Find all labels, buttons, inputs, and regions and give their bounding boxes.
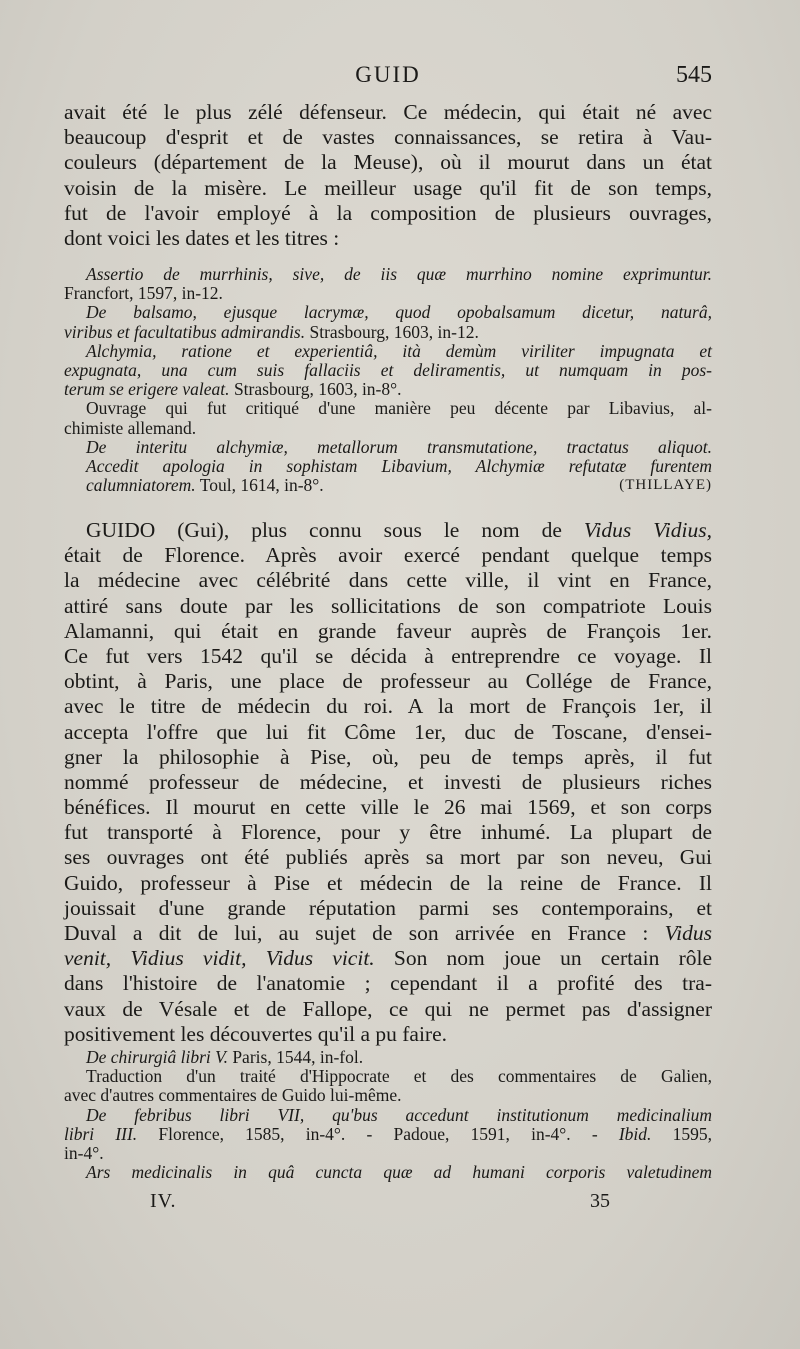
- text-line: Ce fut vers 1542 qu'il se décida à entreprendre ce voyage. Il: [64, 643, 712, 668]
- sheet-number: 35: [590, 1190, 610, 1212]
- biblio-entry-line: Accedit apologia in sophistam Libavium, Alchymiæ refutatæ furentem: [86, 455, 712, 476]
- text-line: fut transporté à Florence, pour y être inhumé. La plupart de: [64, 820, 712, 845]
- biblio-entry-line: expugnata, una cum suis fallaciis et deliramentis, ut numquam in pos-: [64, 359, 712, 380]
- biblio-entry-line: De chirurgiâ libri V. Paris, 1544, in-fol.: [86, 1047, 364, 1067]
- text-line: gner la philosophie à Pise, où, peu de temps après, il fut: [64, 744, 712, 769]
- biblio-entry-line: De balsamo, ejusque lacrymæ, quod opobalsamum dicetur, naturâ,: [86, 302, 712, 323]
- biblio-entry-line: Ouvrage qui fut critiqué d'une manière peu décente par Libavius, al-: [86, 398, 712, 419]
- contributor-signature: (THILLAYE): [619, 477, 712, 494]
- text-line: avait été le plus zélé défenseur. Ce médecin, qui était né avec: [64, 100, 712, 124]
- text-line: la médecine avec célébrité dans cette ville, il vint en France,: [64, 568, 712, 593]
- text-line: obtint, à Paris, une place de professeur au Collége de France,: [64, 669, 712, 694]
- text-line: bénéfices. Il mourut en cette ville le 26 mai 1569, et son corps: [64, 795, 712, 820]
- text-line: jouissait d'une grande réputation parmi ses contemporains, et: [64, 895, 712, 920]
- text-line: accepta l'offre que lui fit Côme 1er, duc de Toscane, d'ensei-: [64, 719, 712, 744]
- text-line: était de Florence. Après avoir exercé pendant quelque temps: [64, 543, 712, 568]
- running-head: GUID: [355, 62, 421, 87]
- paragraph-guido: [64, 518, 712, 1047]
- text-line: Guido, professeur à Pise et médecin de la reine de France. Il: [64, 870, 712, 895]
- text-line: GUIDO (Gui), plus connu sous le nom de Vidus Vidius,: [86, 518, 712, 542]
- text-line: venit, Vidius vidit, Vidus vicit. Son nom joue un certain rôle: [64, 946, 712, 971]
- biblio-entry-line: Assertio de murrhinis, sive, de iis quæ murrhino nomine exprimuntur.: [86, 264, 712, 284]
- text-line: Alamanni, qui était en grande faveur auprès de François 1er.: [64, 618, 712, 643]
- biblio-entry-line: Traduction d'un traité d'Hippocrate et des commentaires de Galien,: [86, 1066, 712, 1087]
- text-line: Duval a dit de lui, au sujet de son arrivée en France : Vidus: [64, 921, 712, 945]
- text-line: dont voici les dates et les titres :: [64, 225, 340, 250]
- page-header: [64, 62, 712, 96]
- text-line: avec le titre de médecin du roi. A la mort de François 1er, il: [64, 694, 712, 719]
- text-line: fut de l'avoir employé à la composition de plusieurs ouvrages,: [64, 200, 712, 225]
- biblio-entry-line: in-4°.: [64, 1142, 104, 1163]
- biblio-entry-line: terum se erigere valeat. Strasbourg, 1603, in-8°.: [64, 379, 402, 400]
- bibliography-guido: [64, 1048, 712, 1182]
- page-number: 545: [676, 62, 712, 88]
- biblio-entry-line: Francfort, 1597, in-12.: [64, 283, 223, 304]
- text-line: positivement les découvertes qu'il a pu faire.: [64, 1021, 447, 1046]
- text-line: nommé professeur de médecine, et investi de plusieurs riches: [64, 769, 712, 794]
- biblio-entry-line: De interitu alchymiæ, metallorum transmutatione, tractatus aliquot.: [86, 436, 712, 457]
- biblio-entry-line: calumniatorem. Toul, 1614, in-8°. (THILLAYE): [86, 475, 712, 496]
- paragraph-intro: [64, 100, 712, 251]
- bibliography-thillaye: [64, 265, 712, 495]
- biblio-entry-line: chimiste allemand.: [64, 417, 197, 438]
- volume-signature: IV.: [150, 1190, 177, 1212]
- text-line: attiré sans doute par les sollicitations de son compatriote Louis: [64, 593, 712, 618]
- biblio-entry-line: De febribus libri VII, qu'bus accedunt institutionum medicinalium: [86, 1104, 712, 1125]
- text-line: couleurs (département de la Meuse), où il mourut dans un état: [64, 150, 712, 175]
- biblio-entry-line: viribus et facultatibus admirandis. Strasbourg, 1603, in-12.: [64, 321, 479, 342]
- biblio-entry-line: libri III. Florence, 1585, in-4°. - Padoue, 1591, in-4°. - Ibid. 1595,: [64, 1123, 712, 1144]
- biblio-entry-line: avec d'autres commentaires de Guido lui-même.: [64, 1085, 402, 1106]
- text-line: beaucoup d'esprit et de vastes connaissances, se retira à Vau-: [64, 125, 712, 150]
- page-footer: [150, 1190, 610, 1218]
- biblio-entry-line: Ars medicinalis in quâ cuncta quæ ad humani corporis valetudinem: [86, 1162, 712, 1183]
- text-line: dans l'histoire de l'anatomie ; cependant il a profité des tra-: [64, 971, 712, 996]
- text-line: voisin de la misère. Le meilleur usage qu'il fit de son temps,: [64, 175, 712, 200]
- text-line: vaux de Vésale et de Fallope, ce qui ne permet pas d'assigner: [64, 996, 712, 1021]
- biblio-entry-line: Alchymia, ratione et experientiâ, ità demùm viriliter impugnata et: [86, 340, 712, 361]
- text-line: ses ouvrages ont été publiés après sa mort par son neveu, Gui: [64, 845, 712, 870]
